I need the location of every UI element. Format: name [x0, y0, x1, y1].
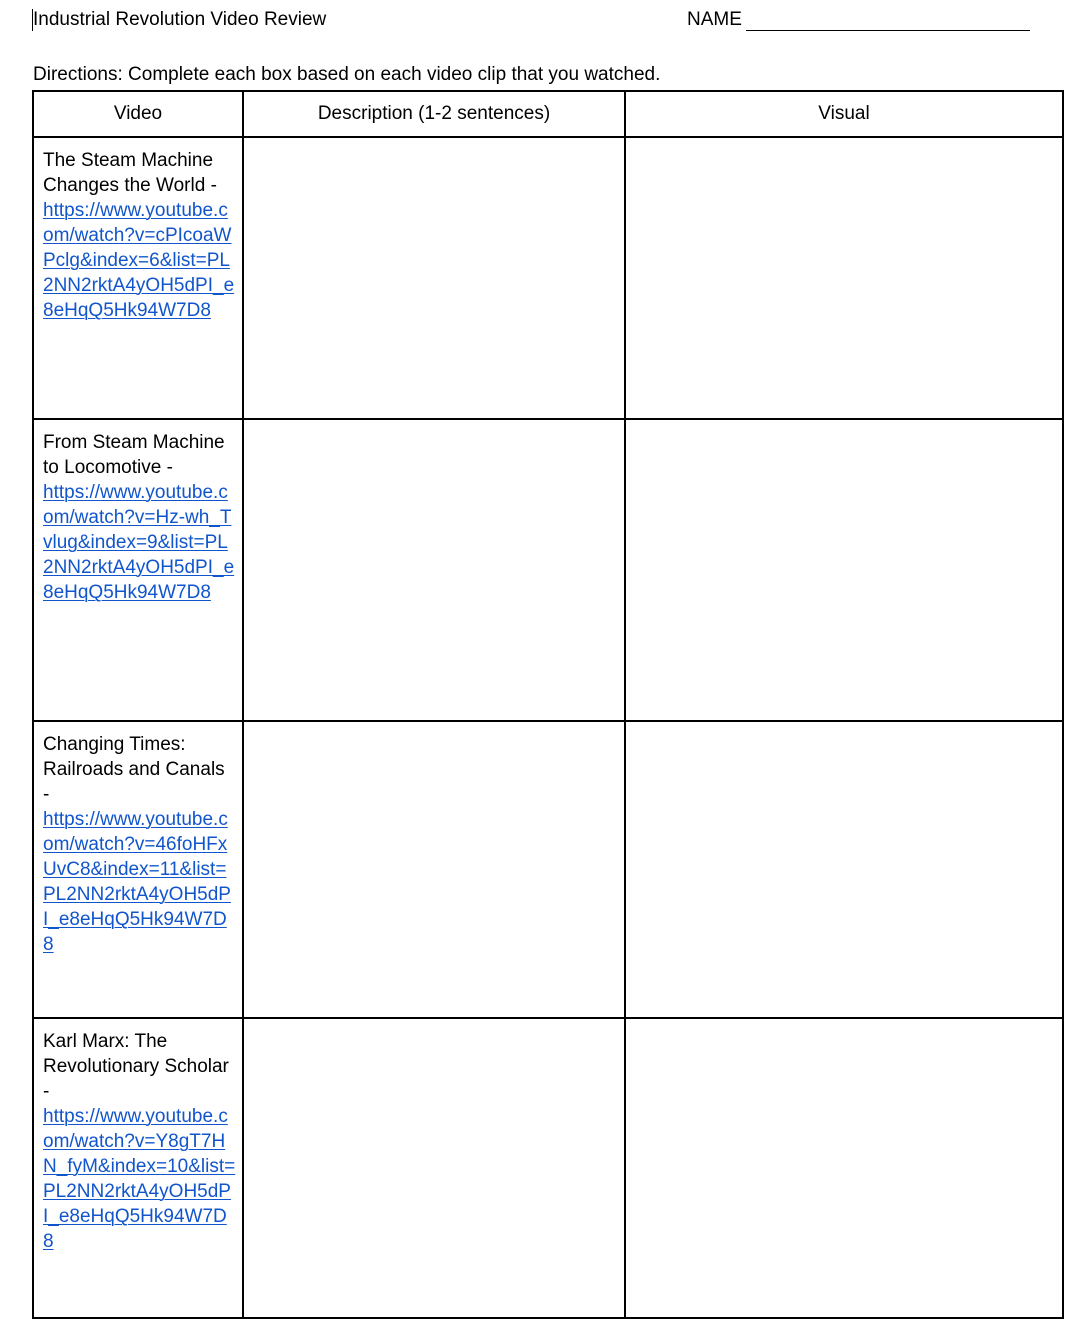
- document-title: Industrial Revolution Video Review: [33, 9, 327, 30]
- video-cell: [33, 137, 243, 419]
- column-header-visual: Visual: [625, 91, 1063, 137]
- visual-cell[interactable]: [625, 1018, 1063, 1318]
- video-title: From Steam Machine to Locomotive -: [43, 432, 225, 478]
- video-title: Changing Times: Railroads and Canals -: [43, 734, 225, 805]
- video-link[interactable]: https://www.youtube.com/watch?v=Hz-wh_Tvlug&index=9&list=PL2NN2rktA4yOH5dPI_e8eHqQ5Hk94W7D8: [43, 482, 235, 603]
- video-cell: [33, 419, 243, 721]
- table-row: [33, 721, 1063, 1018]
- name-blank-line[interactable]: [746, 30, 1030, 31]
- video-cell: [33, 721, 243, 1018]
- table-header-row: [33, 91, 1063, 137]
- table-row: [33, 1018, 1063, 1318]
- name-label: NAME: [687, 9, 742, 30]
- visual-cell[interactable]: [625, 721, 1063, 1018]
- video-review-table: [32, 90, 1064, 1319]
- directions-text: Directions: Complete each box based on each video clip that you watched.: [33, 64, 661, 85]
- description-cell[interactable]: [243, 721, 625, 1018]
- video-link[interactable]: https://www.youtube.com/watch?v=46foHFxUvC8&index=11&list=PL2NN2rktA4yOH5dPI_e8eHqQ5Hk94W7D8: [43, 809, 231, 955]
- visual-cell[interactable]: [625, 419, 1063, 721]
- column-header-video: Video: [33, 91, 243, 137]
- description-cell[interactable]: [243, 137, 625, 419]
- table-row: [33, 137, 1063, 419]
- video-link[interactable]: https://www.youtube.com/watch?v=cPIcoaWPclg&index=6&list=PL2NN2rktA4yOH5dPI_e8eHqQ5Hk94W7D8: [43, 200, 235, 321]
- column-header-description: Description (1-2 sentences): [243, 91, 625, 137]
- description-cell[interactable]: [243, 1018, 625, 1318]
- video-cell: [33, 1018, 243, 1318]
- video-link[interactable]: https://www.youtube.com/watch?v=Y8gT7HN_fyM&index=10&list=PL2NN2rktA4yOH5dPI_e8eHqQ5Hk94W7D8: [43, 1106, 236, 1252]
- table-row: [33, 419, 1063, 721]
- visual-cell[interactable]: [625, 137, 1063, 419]
- video-title: The Steam Machine Changes the World -: [43, 150, 217, 196]
- video-title: Karl Marx: The Revolutionary Scholar -: [43, 1031, 229, 1102]
- description-cell[interactable]: [243, 419, 625, 721]
